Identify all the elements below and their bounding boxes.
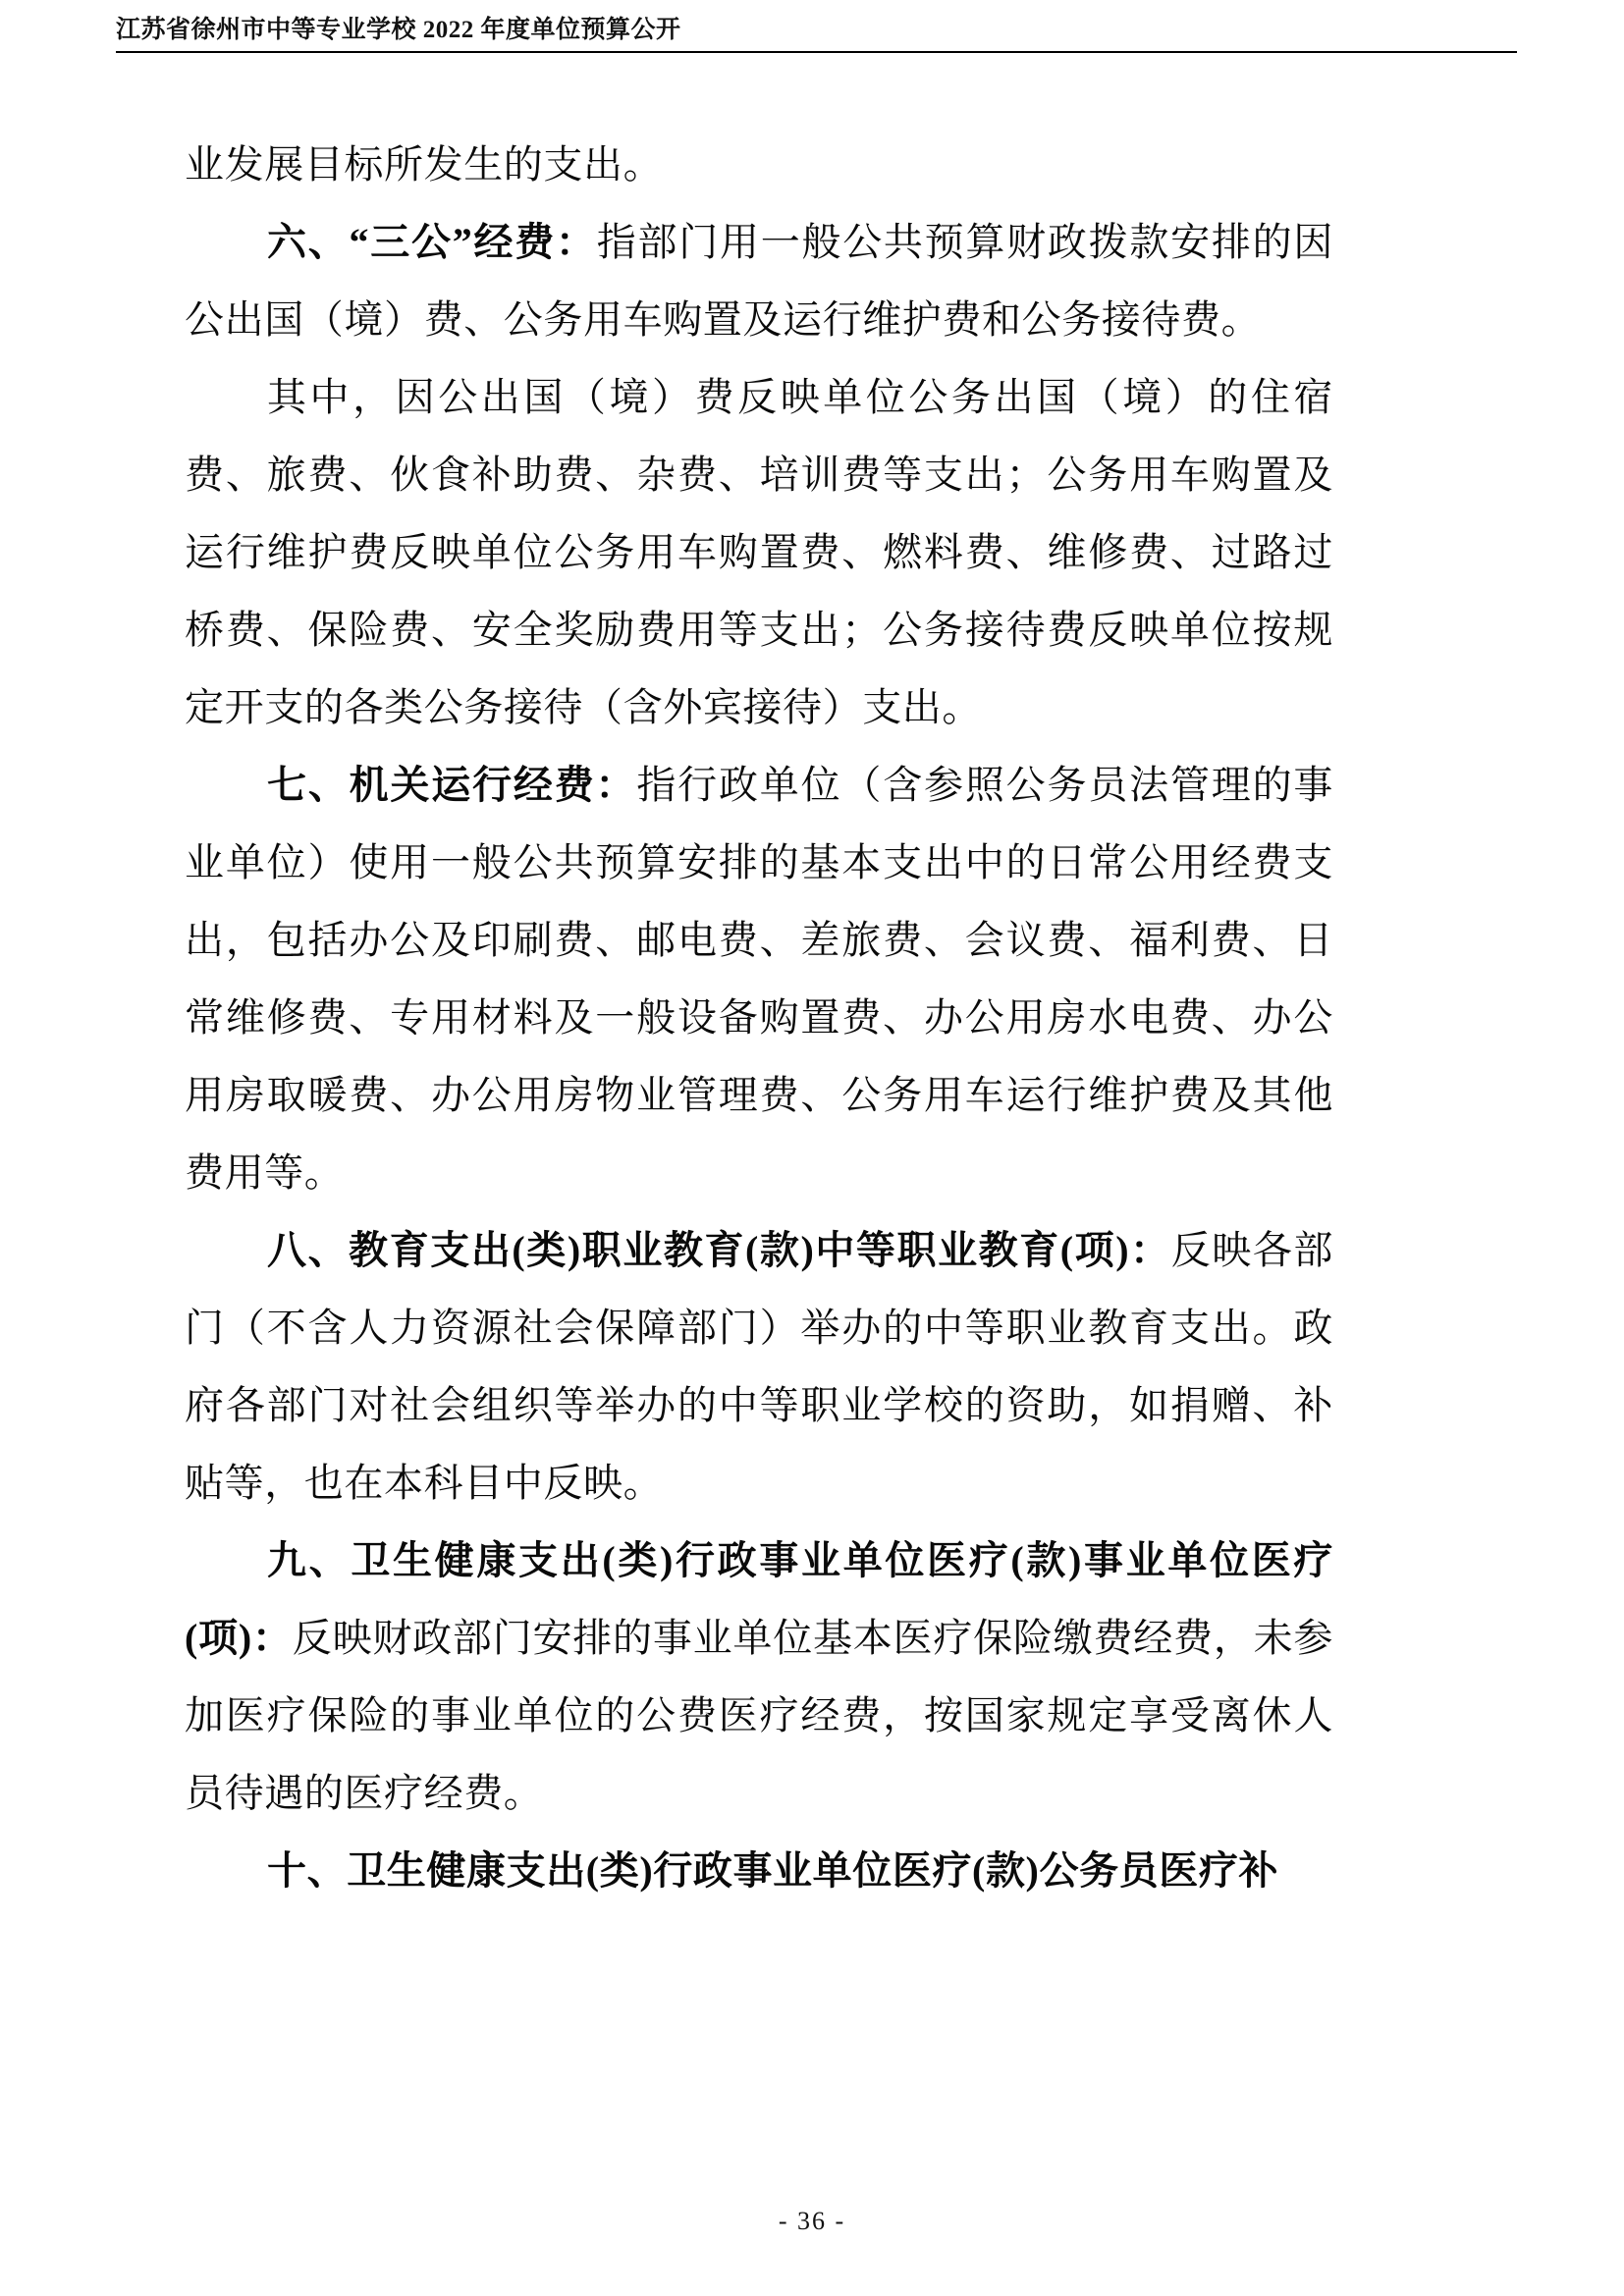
section-six <box>185 203 1333 358</box>
section-nine <box>185 1522 1333 1832</box>
header-title: 江苏省徐州市中等专业学校 2022 年度单位预算公开 <box>116 17 681 43</box>
page-number: - 36 - <box>778 2207 846 2235</box>
section-ten <box>185 1832 1333 1909</box>
section-eight-text: 反映各部门（不含人力资源社会保障部门）举办的中等职业教育支出。政府各部门对社会组织等举办的中等职业学校的资助，如捐赠、补贴等，也在本科目中反映。 <box>185 1228 1333 1505</box>
section-nine-lead: 九、卫生健康支出(类)行政事业单位医疗(款)事业单位医疗(项)： <box>185 1538 1333 1660</box>
section-nine-text: 反映财政部门安排的事业单位基本医疗保险缴费经费，未参加医疗保险的事业单位的公费医疗经费，按国家规定享受离休人员待遇的医疗经费。 <box>185 1616 1333 1815</box>
section-six-detail-text: 其中，因公出国（境）费反映单位公务出国（境）的住宿费、旅费、伙食补助费、杂费、培训费等支出；公务用车购置及运行维护费反映单位公务用车购置费、燃料费、维修费、过路过桥费、保险费、安全奖励费用等支出；公务接待费反映单位按规定开支的各类公务接待（含外宾接待）支出。 <box>185 375 1333 729</box>
section-seven-lead: 七、机关运行经费： <box>267 763 637 807</box>
section-eight-lead: 八、教育支出(类)职业教育(款)中等职业教育(项)： <box>267 1228 1171 1272</box>
section-six-detail <box>185 358 1333 746</box>
section-seven <box>185 746 1333 1211</box>
header-divider <box>116 51 1517 53</box>
section-six-lead: 六、“三公”经费： <box>267 220 597 264</box>
continued-paragraph <box>185 126 1333 203</box>
continued-text: 业发展目标所发生的支出。 <box>185 142 664 187</box>
body-text <box>185 126 1333 1909</box>
page-footer <box>0 2207 1624 2236</box>
section-seven-text: 指行政单位（含参照公务员法管理的事业单位）使用一般公共预算安排的基本支出中的日常公用经费支出，包括办公及印刷费、邮电费、差旅费、会议费、福利费、日常维修费、专用材料及一般设备购置费、办公用房水电费、办公用房取暖费、办公用房物业管理费、公务用车运行维护费及其他费用等。 <box>185 763 1333 1195</box>
section-six-text: 指部门用一般公共预算财政拨款安排的因公出国（境）费、公务用车购置及运行维护费和公务接待费。 <box>185 220 1333 342</box>
section-ten-lead: 十、卫生健康支出(类)行政事业单位医疗(款)公务员医疗补 <box>267 1848 1279 1893</box>
section-eight <box>185 1211 1333 1522</box>
running-header <box>116 14 1517 53</box>
